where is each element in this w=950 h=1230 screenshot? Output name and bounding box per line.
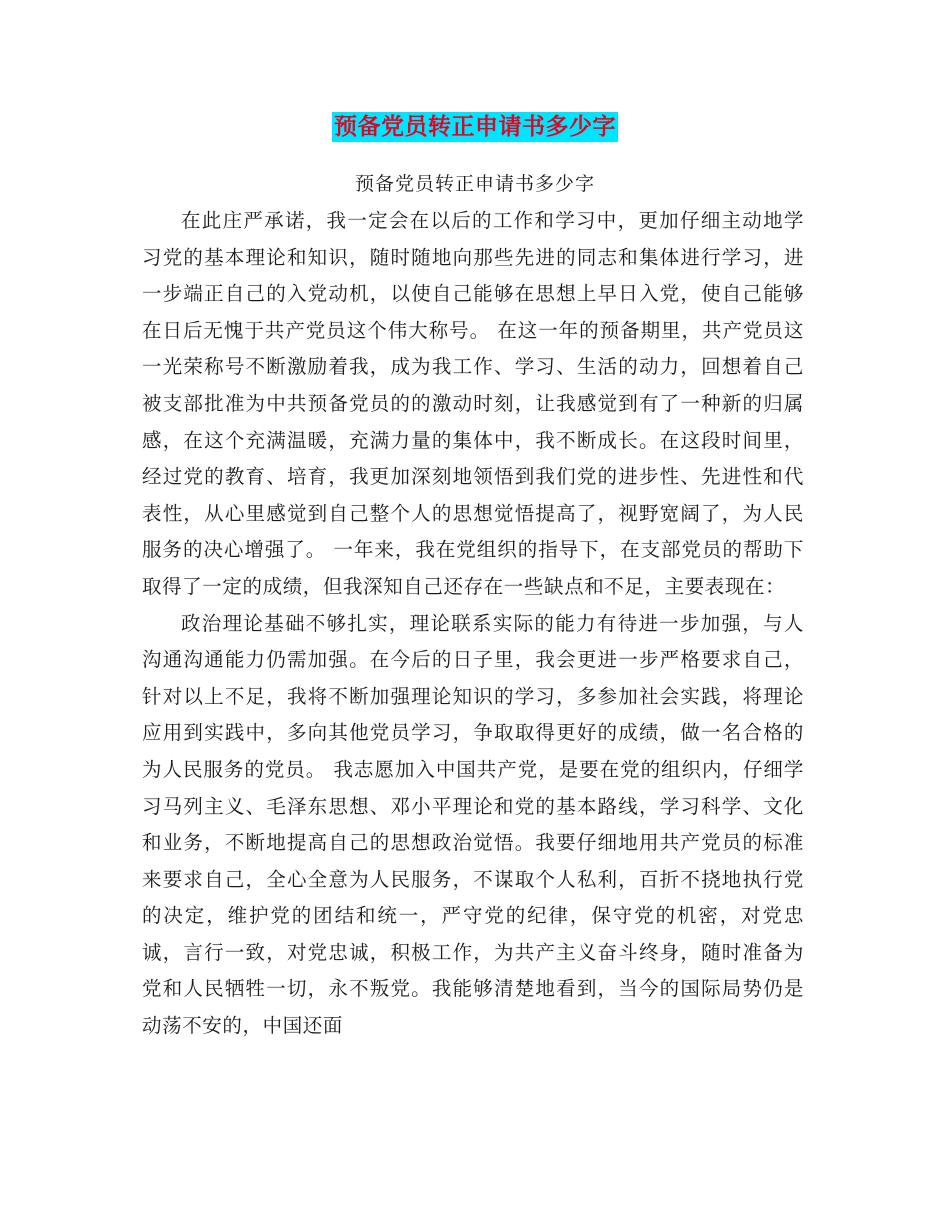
document-title: 预备党员转正申请书多少字 [334, 114, 616, 140]
title-container [0, 112, 950, 142]
paragraph-2: 政治理论基础不够扎实，理论联系实际的能力有待进一步加强，与人沟通沟通能力仍需加强。在今后的日子里，我会更进一步严格要求自己，针对以上不足，我将不断加强理论知识的学习，多参加社会实践，将理论应用到实践中，多向其他党员学习，争取取得更好的成绩，做一名合格的为人民服务的党员。 我志愿加入中国共产党，是要在党的组织内，仔细学习马列主义、毛泽东思想、邓小平理论和党的基本路线，学习科学、文化和业务，不断地提高自己的思想政治觉悟。我要仔细地用共产党员的标准来要求自己，全心全意为人民服务，不谋取个人私利，百折不挠地执行党的决定，维护党的团结和统一，严守党的纪律，保守党的机密，对党忠诚，言行一致，对党忠诚，积极工作，为共产主义奋斗终身，随时准备为党和人民牺牲一切，永不叛党。我能够清楚地看到，当今的国际局势仍是动荡不安的，中国还面 [142, 611, 804, 1038]
paragraph-1: 在此庄严承诺，我一定会在以后的工作和学习中，更加仔细主动地学习党的基本理论和知识，随时随地向那些先进的同志和集体进行学习，进一步端正自己的入党动机，以使自己能够在思想上早日入党，使自己能够在日后无愧于共产党员这个伟大称号。 在这一年的预备期里，共产党员这一光荣称号不断激励着我，成为我工作、学习、生活的动力，回想着自己被支部批准为中共预备党员的的激动时刻，让我感觉到有了一种新的归属感，在这个充满温暖，充满力量的集体中，我不断成长。在这段时间里，经过党的教育、培育，我更加深刻地领悟到我们党的进步性、先进性和代表性，从心里感觉到自己整个人的思想觉悟提高了，视野宽阔了，为人民服务的决心增强了。 一年来，我在党组织的指导下，在支部党员的帮助下取得了一定的成绩，但我深知自己还存在一些缺点和不足，主要表现在： [142, 209, 804, 598]
document-body [142, 203, 804, 1045]
document-subtitle: 预备党员转正申请书多少字 [354, 173, 595, 195]
